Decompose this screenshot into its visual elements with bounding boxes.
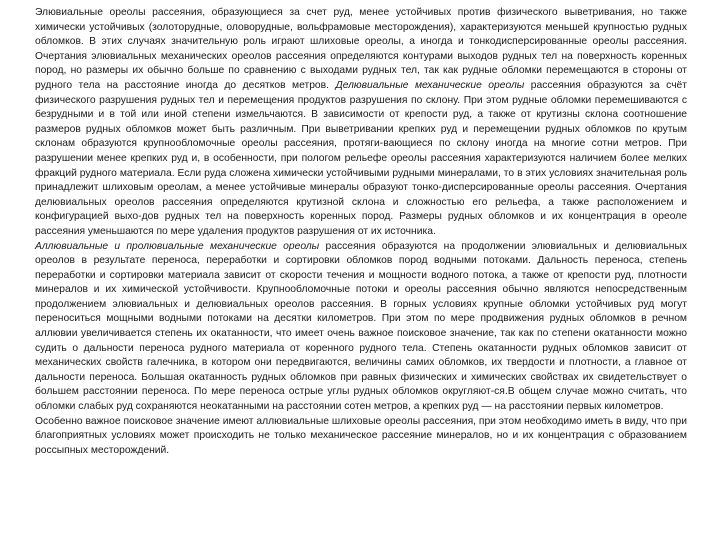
paragraph-alluvial [35,240,687,415]
document-body [35,6,687,458]
alluvial-term: Аллювиальные и пролювиальные механические ореолы [35,240,320,252]
eluvial-text: Элювиальные ореолы рассеяния, образующиеся за счет руд, менее устойчивых против физического выветривания, но также химически устойчивых (золоторудные, оловорудные, вольфрамовые месторождения), характеризуются меньшей крупностью рудных обломков. В этих случаях значительную роль играют шлиховые ореолы, а иногда и тонкодисперсированные ореолы рассеяния. Очертания элювиальных механических ореолов рассеяния определяются контурами выходов рудных тел на поверхность коренных пород, но размеры их обычно больше по сравнению с выходами рудных тел, так как рудные обломки перемещаются в стороны от рудного тела на расстояние иногда до десятков метров. [35,7,687,91]
deluvial-text: рассеяния образуются за счёт физического разрушения рудных тел и перемещения продуктов разрушения по склону. При этом рудные обломки перемешиваются с безрудными и в той или иной степени измельчаются. В зависимости от крепости руд, а также от крутизны склона соотношение размеров рудных обломков может быть различным. При выветривании крепких руд и перемещении рудных обломков по крутым склонам образуются крупнообломочные ореолы рассеяния, протяги-вающиеся по склону иногда на многие сотни метров. При разрушении менее крепких руд и, в особенности, при пологом рельефе ореолы рассеяния характеризуются наличием более мелких фракций рудного материала. Если руда сложена химически устойчивыми рудными минералами, то в этих условиях значительная роль принадлежит шлиховым ореолам, а менее устойчивые минералы образуют тонко-дисперсированные ореолы рассеяния. Очертания делювиальных ореолов рассеяния определяются крутизной склона и сложностью его рельефа, а также расположением и конфигурацией выхо-дов рудных тел на поверхность коренных пород. Размеры рудных обломков и их концентрация в ореоле рассеяния уменьшаются по мере удаления продуктов разрушения от их источника. [35,79,687,237]
paragraph-placer [35,415,687,459]
placer-text: Особенно важное поисковое значение имеют аллювиальные шлиховые ореолы рассеяния, при этом необходимо иметь в виду, что при благоприятных условиях может происходить не только механическое рассеяние минералов, но и их концентрация с образованием россыпных месторождений. [35,415,687,456]
alluvial-text: рассеяния образуются на продолжении элювиальных и делювиальных ореолов в результате переноса, переработки и сортировки обломков пород водными потоками. Дальность переноса, степень переработки и сортировки материала зависит от скорости течения и мощности водного потока, а также от крепости руд, плотности минералов и их химической устойчивости. Крупнообломочные потоки и ореолы рассеяния обычно являются непосредственным продолжением элювиальных и делювиальных ореолов рассеяния. В горных условиях крупные обломки устойчивых руд могут переноситься мощными водными потоками на десятки километров. При этом по мере продвижения рудных обломков в речном аллювии увеличивается степень их окатанности, что имеет очень важное поисковое значение, так как по степени окатанности можно судить о дальности переноса рудного материала от коренного рудного тела. Степень окатанности рудных обломков зависит от механических свойств галечника, в котором они передвигаются, величины самих обломков, их твердости и плотности, а главное от дальности переноса. Большая окатанность рудных обломков при равных физических и химических свойствах их свидетельствует о большем расстоянии переноса. По мере переноса острые углы рудных обломков округляют-ся.В общем случае можно считать, что обломки слабых руд сохраняются неокатанными на расстоянии сотен метров, а крепких руд — на расстоянии первых километров. [35,240,687,413]
paragraph-eluvial [35,6,687,240]
deluvial-term: Делювиальные механические ореолы [335,79,525,91]
